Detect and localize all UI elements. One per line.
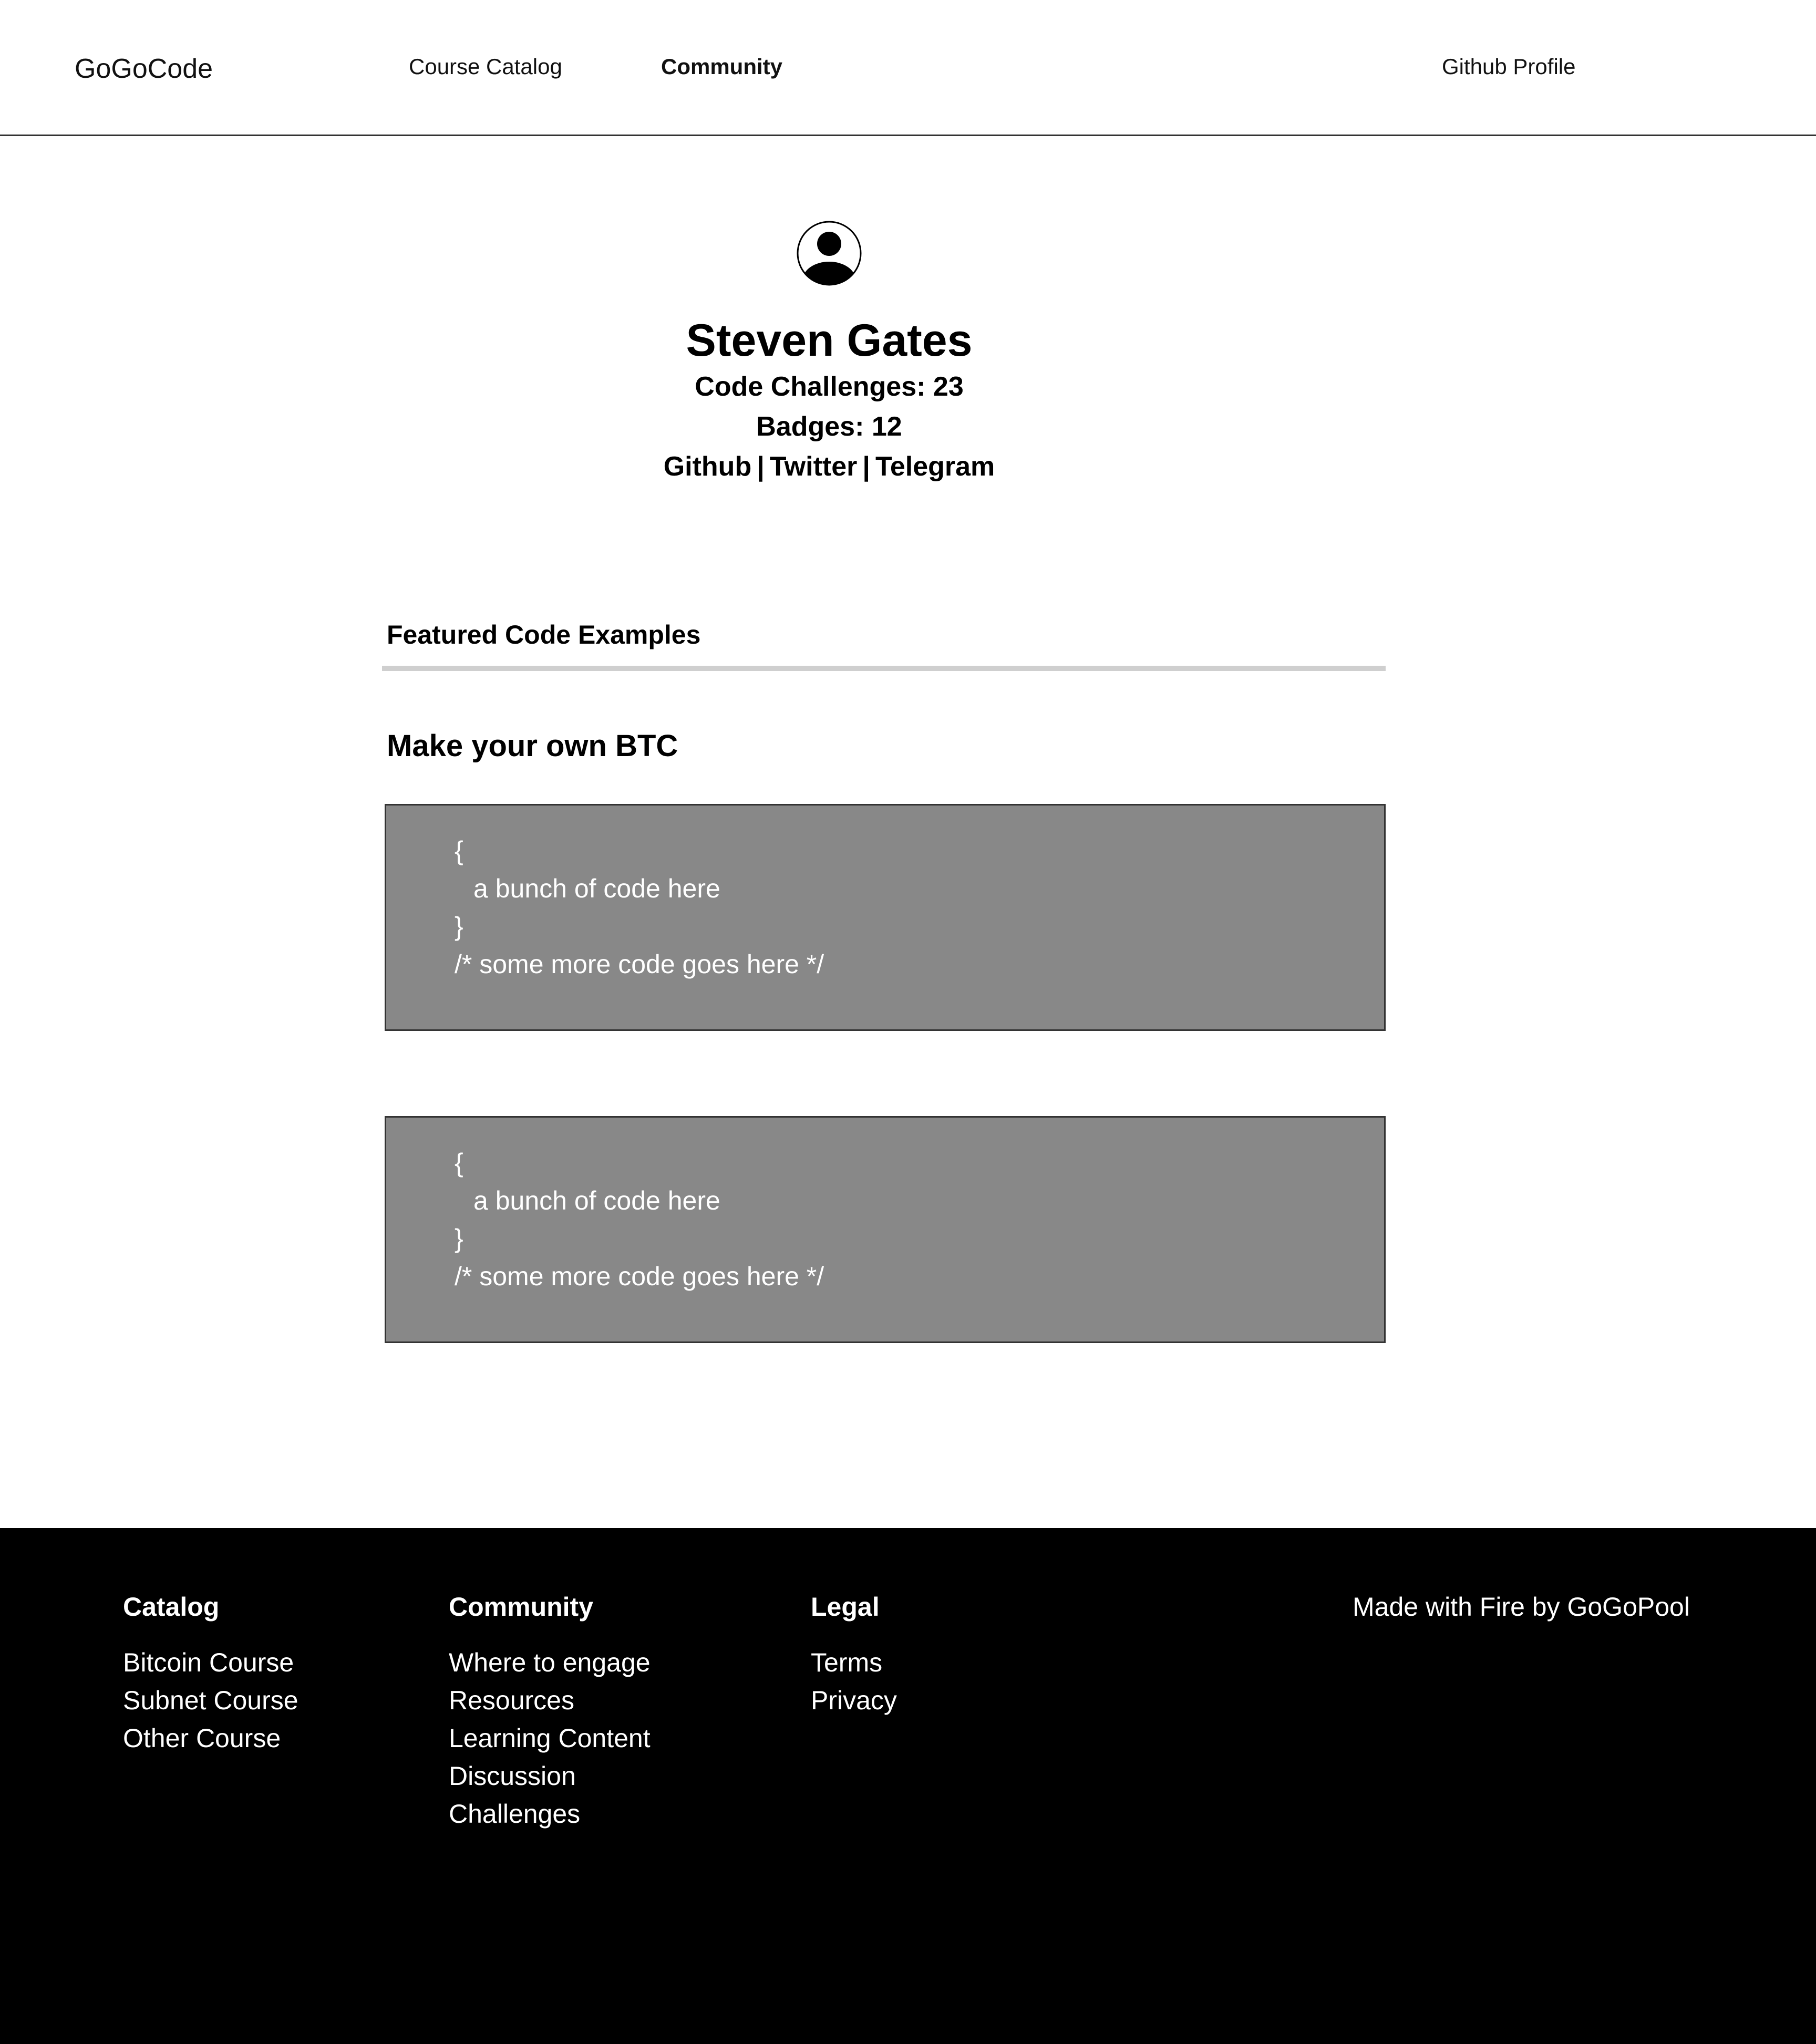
social-links <box>566 447 1092 487</box>
code-block[interactable] <box>385 804 1386 1031</box>
footer-community-column <box>449 1590 651 1833</box>
nav-course-catalog[interactable]: Course Catalog <box>409 54 562 79</box>
code-line: { <box>455 1148 463 1178</box>
link-separator: | <box>862 451 870 482</box>
nav-community[interactable]: Community <box>661 54 782 79</box>
footer-heading-community: Community <box>449 1592 593 1622</box>
featured-section-title: Featured Code Examples <box>387 620 701 649</box>
profile-summary <box>566 221 1092 487</box>
footer-link-subnet-course[interactable]: Subnet Course <box>123 1686 298 1715</box>
user-avatar-icon <box>797 221 862 286</box>
code-line: a bunch of code here <box>473 1186 720 1215</box>
footer-legal-column <box>811 1590 897 1719</box>
example-title: Make your own BTC <box>387 729 678 763</box>
brand-logo[interactable]: GoGoCode <box>75 54 213 84</box>
footer-link-terms[interactable]: Terms <box>811 1648 883 1677</box>
code-block[interactable] <box>385 1116 1386 1343</box>
code-line: /* some more code goes here */ <box>455 949 824 979</box>
footer-link-discussion[interactable]: Discussion <box>449 1761 576 1791</box>
github-link[interactable]: Github <box>663 451 752 482</box>
code-line: /* some more code goes here */ <box>455 1262 824 1291</box>
section-divider <box>382 666 1386 671</box>
footer-link-bitcoin-course[interactable]: Bitcoin Course <box>123 1648 294 1677</box>
footer-link-where-to-engage[interactable]: Where to engage <box>449 1648 651 1677</box>
footer-catalog-column <box>123 1590 298 1757</box>
footer-heading-catalog: Catalog <box>123 1592 220 1622</box>
footer-link-resources[interactable]: Resources <box>449 1686 574 1715</box>
badges-count: Badges: 12 <box>756 411 902 442</box>
footer-link-privacy[interactable]: Privacy <box>811 1686 897 1715</box>
code-challenges-count: Code Challenges: 23 <box>695 371 964 402</box>
telegram-link[interactable]: Telegram <box>875 451 995 482</box>
code-line: { <box>455 836 463 865</box>
code-line: } <box>455 1224 463 1253</box>
code-content <box>455 1144 824 1295</box>
footer-link-challenges[interactable]: Challenges <box>449 1799 581 1829</box>
code-line: a bunch of code here <box>473 874 720 903</box>
profile-name: Steven Gates <box>686 315 973 366</box>
code-line: } <box>455 912 463 941</box>
site-header <box>0 0 1816 136</box>
footer-link-other-course[interactable]: Other Course <box>123 1723 281 1753</box>
footer-link-learning-content[interactable]: Learning Content <box>449 1723 651 1753</box>
twitter-link[interactable]: Twitter <box>769 451 858 482</box>
site-footer <box>0 1528 1816 2044</box>
nav-github-profile[interactable]: Github Profile <box>1442 54 1576 79</box>
footer-heading-legal: Legal <box>811 1592 880 1622</box>
code-content <box>455 832 824 983</box>
footer-made-with: Made with Fire by GoGoPool <box>1353 1592 1690 1622</box>
link-separator: | <box>757 451 765 482</box>
